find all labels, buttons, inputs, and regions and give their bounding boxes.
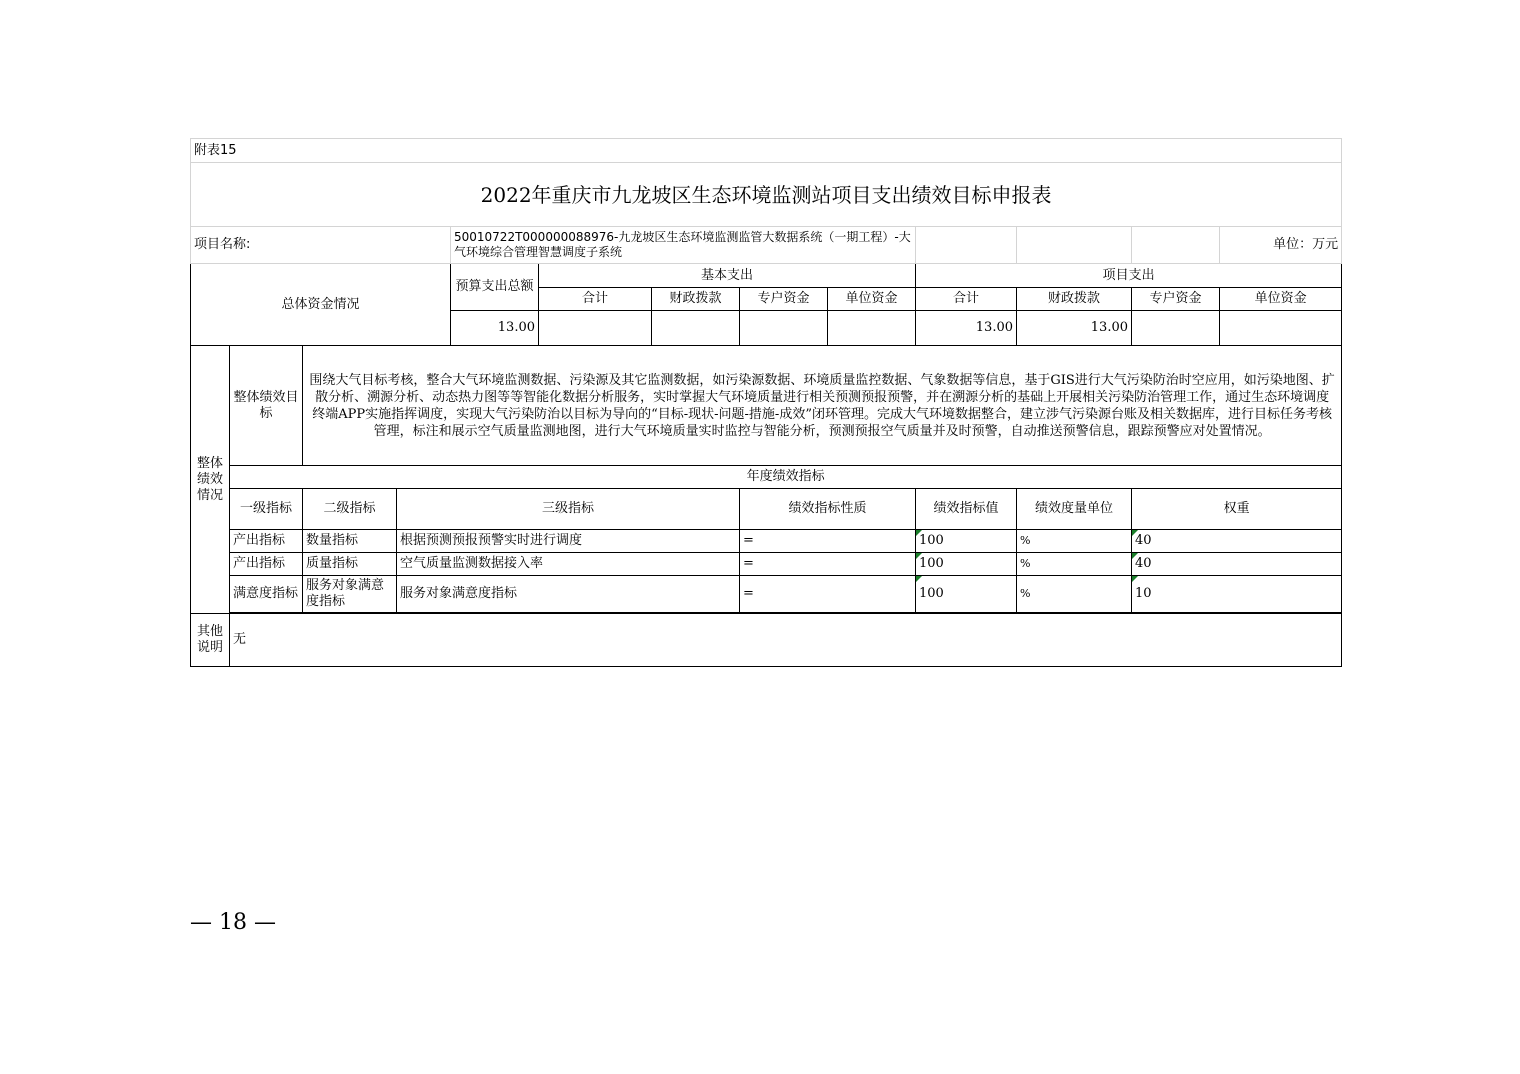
funds-section-label: 总体资金情况 xyxy=(191,264,451,346)
project-fiscal-value: 13.00 xyxy=(1017,311,1132,346)
table-row xyxy=(191,553,1342,576)
project-total-value: 13.00 xyxy=(916,311,1017,346)
table-row xyxy=(191,530,1342,553)
indicator-level1: 满意度指标 xyxy=(230,576,303,613)
basic-special-value xyxy=(740,311,828,346)
indicator-level3: 服务对象满意度指标 xyxy=(397,576,740,613)
indicator-level1: 产出指标 xyxy=(230,530,303,553)
budget-total-value: 13.00 xyxy=(451,311,539,346)
indicator-unit: % xyxy=(1017,530,1132,553)
performance-goal-label: 整体绩效目标 xyxy=(230,346,303,466)
project-name-label: 项目名称: xyxy=(191,227,451,264)
header-unit: 绩效度量单位 xyxy=(1017,489,1132,530)
basic-expenditure-label: 基本支出 xyxy=(539,264,916,288)
performance-target-form xyxy=(190,138,1341,667)
unit-label: 单位：万元 xyxy=(1220,227,1342,264)
indicator-value: 100 xyxy=(916,553,1017,576)
form-title: 2022年重庆市九龙坡区生态环境监测站项目支出绩效目标申报表 xyxy=(191,163,1342,227)
indicator-level3: 根据预测预报预警实时进行调度 xyxy=(397,530,740,553)
other-notes-label: 其他说明 xyxy=(191,614,230,667)
project-name-value: 50010722T000000088976-九龙坡区生态环境监测监管大数据系统（一期工程）-大气环境综合管理智慧调度子系统 xyxy=(451,227,916,264)
header-level3: 三级指标 xyxy=(397,489,740,530)
project-fiscal-header: 财政拨款 xyxy=(1017,288,1132,311)
table-row xyxy=(191,576,1342,613)
indicator-value: 100 xyxy=(916,576,1017,613)
page-number: — 18 — xyxy=(190,910,276,935)
header-value: 绩效指标值 xyxy=(916,489,1017,530)
indicator-nature: = xyxy=(740,576,916,613)
indicator-weight: 40 xyxy=(1132,553,1342,576)
indicator-level2: 数量指标 xyxy=(303,530,397,553)
header-level1: 一级指标 xyxy=(230,489,303,530)
basic-total-header: 合计 xyxy=(539,288,652,311)
indicator-nature: = xyxy=(740,530,916,553)
basic-unit-value xyxy=(828,311,916,346)
indicator-value: 100 xyxy=(916,530,1017,553)
basic-total-value xyxy=(539,311,652,346)
indicator-level3: 空气质量监测数据接入率 xyxy=(397,553,740,576)
performance-goal-text: 围绕大气目标考核，整合大气环境监测数据、污染源及其它监测数据，如污染源数据、环境质量监控数据、气象数据等信息，基于GIS进行大气污染防治时空应用，如污染地图、扩散分析、溯源分析、动态热力图等等智能化数据分析服务，实时掌握大气环境质量进行相关预测预报预警，并在溯源分析的基础上开展相关污染防治管理工作，通过生态环境调度终端APP实施指挥调度，实现大气污染防治以目标为导向的“目标-现状-问题-措施-成效”闭环管理。完成大气环境数据整合，建立涉气污染源台账及相关数据库，进行目标任务考核管理，标注和展示空气质量监测地图，进行大气环境质量实时监控与智能分析，预测预报空气质量并及时预警，自动推送预警信息，跟踪预警应对处置情况。 xyxy=(303,346,1342,466)
header-level2: 二级指标 xyxy=(303,489,397,530)
project-special-value xyxy=(1132,311,1220,346)
blank-cell xyxy=(916,227,1017,264)
project-special-header: 专户资金 xyxy=(1132,288,1220,311)
other-notes-value: 无 xyxy=(230,614,1342,667)
attachment-label: 附表15 xyxy=(191,139,1342,163)
indicator-weight: 40 xyxy=(1132,530,1342,553)
header-weight: 权重 xyxy=(1132,489,1342,530)
header-nature: 绩效指标性质 xyxy=(740,489,916,530)
indicator-unit: % xyxy=(1017,553,1132,576)
performance-section-label: 整体绩效情况 xyxy=(191,346,230,614)
project-unit-value xyxy=(1220,311,1342,346)
project-unit-header: 单位资金 xyxy=(1220,288,1342,311)
basic-fiscal-value xyxy=(652,311,740,346)
annual-indicators-label: 年度绩效指标 xyxy=(230,466,1342,489)
indicator-unit: % xyxy=(1017,576,1132,613)
indicator-nature: = xyxy=(740,553,916,576)
project-expenditure-label: 项目支出 xyxy=(916,264,1342,288)
indicator-level2: 服务对象满意度指标 xyxy=(303,576,397,613)
indicator-weight: 10 xyxy=(1132,576,1342,613)
blank-cell xyxy=(1017,227,1132,264)
blank-cell xyxy=(1132,227,1220,264)
basic-fiscal-header: 财政拨款 xyxy=(652,288,740,311)
basic-special-header: 专户资金 xyxy=(740,288,828,311)
project-total-header: 合计 xyxy=(916,288,1017,311)
basic-unit-header: 单位资金 xyxy=(828,288,916,311)
indicator-level2: 质量指标 xyxy=(303,553,397,576)
indicator-level1: 产出指标 xyxy=(230,553,303,576)
budget-total-label: 预算支出总额 xyxy=(451,264,539,311)
